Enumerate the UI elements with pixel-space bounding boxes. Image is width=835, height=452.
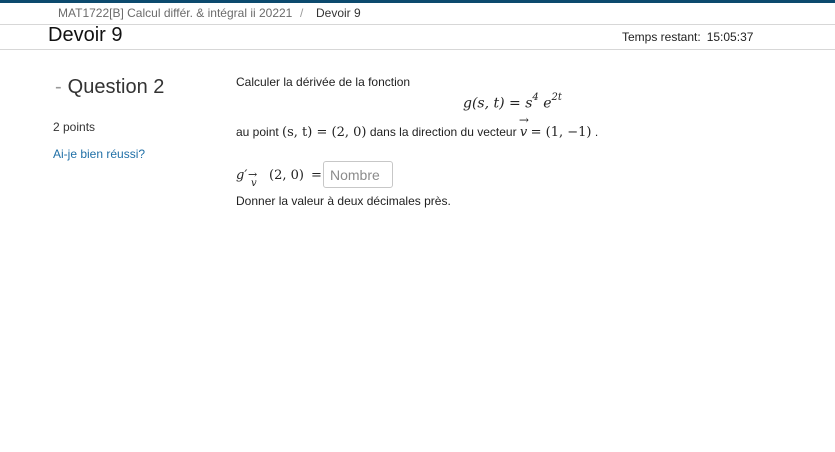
page-header bbox=[0, 25, 835, 50]
breadcrumb-current: Devoir 9 bbox=[316, 6, 361, 20]
function-exponent-s: 4 bbox=[532, 92, 539, 103]
function-formula bbox=[463, 94, 562, 112]
answer-input[interactable] bbox=[323, 161, 393, 188]
question-heading bbox=[55, 76, 164, 99]
subscript-arrow-icon: → bbox=[248, 168, 258, 181]
question-title: Question 2 bbox=[67, 76, 165, 98]
directional-derivative-symbol: g′ bbox=[236, 168, 248, 183]
question-prompt: Calculer la dérivée de la fonction bbox=[236, 75, 411, 89]
help-link[interactable]: Ai-je bien réussi? bbox=[53, 147, 146, 161]
page-title: Devoir 9 bbox=[48, 24, 123, 46]
breadcrumb-separator: / bbox=[300, 6, 304, 20]
direction-text: dans la direction du vecteur bbox=[369, 125, 517, 139]
answer-point: (2, 0) bbox=[269, 168, 304, 183]
point-prefix: au point bbox=[236, 125, 279, 139]
breadcrumb bbox=[0, 3, 835, 25]
function-exp-base: e bbox=[538, 95, 552, 112]
time-remaining bbox=[622, 30, 753, 44]
function-lhs: g(s, t) = s bbox=[463, 95, 533, 112]
vector-arrow-icon: → bbox=[518, 113, 529, 127]
function-exponent-e: 2t bbox=[551, 92, 562, 103]
point-expression: (s, t) = (2, 0) bbox=[282, 125, 367, 140]
question-points: 2 points bbox=[53, 120, 96, 134]
breadcrumb-course-link[interactable]: MAT1722[B] Calcul différ. & intégral ii 20221 bbox=[58, 6, 293, 20]
vector-symbol: → v bbox=[518, 113, 529, 140]
answer-equals: = bbox=[311, 168, 322, 183]
statement-period: . bbox=[594, 125, 599, 139]
timer-value: 15:05:37 bbox=[706, 30, 754, 44]
vector-value: = (1, −1) bbox=[530, 125, 592, 140]
timer-label: Temps restant: bbox=[622, 30, 701, 44]
answer-instructions: Donner la valeur à deux décimales près. bbox=[236, 194, 451, 208]
direction-statement bbox=[236, 113, 599, 140]
collapse-toggle[interactable]: - bbox=[55, 76, 62, 98]
